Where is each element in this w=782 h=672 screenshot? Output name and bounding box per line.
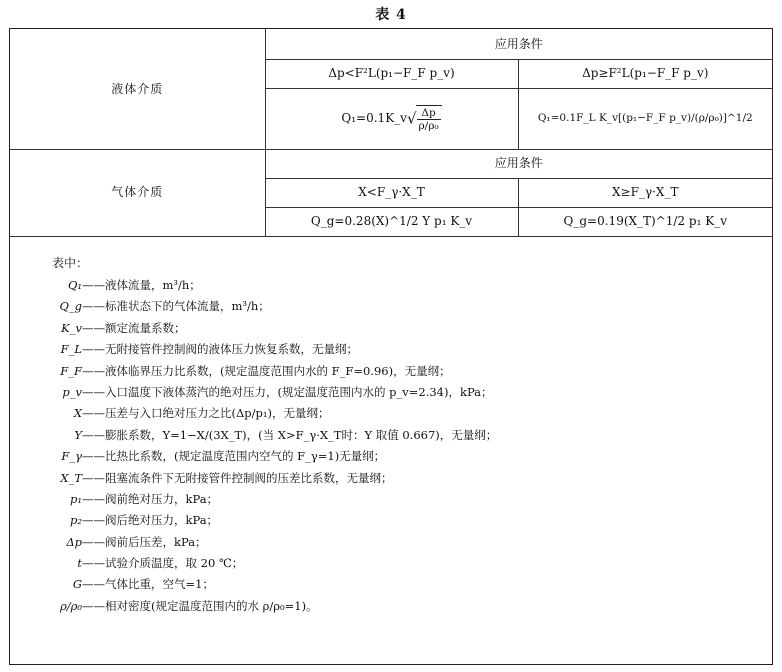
note-text: ——气体比重，空气=1；	[82, 577, 214, 592]
note-row	[50, 361, 750, 382]
note-symbol: Q_g	[59, 299, 82, 314]
gas-formula-right: Q_g=0.19(X_T)^1/2 p₁ K_v	[518, 207, 772, 236]
gas-condition-right: X≥F_γ·X_T	[518, 178, 772, 207]
note-text: ——试验介质温度，取 20 ℃；	[82, 556, 244, 571]
liquid-formula-left-prefix: Q₁=0.1K_v	[341, 111, 407, 125]
note-row	[50, 425, 750, 446]
note-text: ——额定流量系数；	[82, 320, 186, 335]
note-row	[50, 296, 750, 317]
table-caption: 表 4	[375, 7, 407, 23]
note-symbol: F_γ	[61, 449, 82, 464]
note-row	[50, 532, 750, 553]
liquid-formula-left	[265, 88, 518, 149]
note-text: ——阀前后压差，kPa；	[82, 534, 207, 549]
note-text: ——阻塞流条件下无附接管件控制阀的压差比系数，无量纲；	[82, 470, 393, 485]
note-symbol: p₂	[70, 513, 82, 528]
sqrt-body	[416, 105, 442, 132]
note-symbol: p₁	[70, 491, 82, 506]
note-row	[50, 596, 750, 617]
note-text: ——阀后绝对压力，kPa；	[82, 513, 219, 528]
note-text: ——比热比系数，(规定温度范围内空气的 F_γ=1)无量纲；	[82, 449, 386, 464]
note-text: ——膨胀系数，Y=1−X/(3X_T)，(当 X>F_γ·X_T时：Y 取值 0.667)，无量纲；	[82, 427, 498, 442]
note-symbol: K_v	[61, 320, 82, 335]
note-row	[50, 489, 750, 510]
note-text: ——相对密度(规定温度范围内的水 ρ/ρ₀=1)。	[82, 598, 318, 613]
fraction-numerator: Δp	[417, 107, 441, 120]
sqrt-symbol: √	[406, 109, 417, 128]
note-symbol: Q₁	[67, 278, 82, 292]
flow-formula-table	[10, 29, 772, 237]
liquid-condition-right: Δp≥F²L(p₁−F_F p_v)	[518, 59, 772, 88]
gas-condition-header: 应用条件	[265, 149, 772, 178]
note-row	[50, 510, 750, 531]
note-symbol: p_v	[62, 384, 82, 399]
note-row	[50, 446, 750, 467]
notes-list	[50, 275, 750, 617]
gas-medium-cell: 气体介质	[10, 149, 265, 236]
gas-formula-left: Q_g=0.28(X)^1/2 Y p₁ K_v	[265, 207, 518, 236]
note-text: ——标准状态下的气体流量，m³/h；	[82, 299, 270, 314]
note-row	[50, 403, 750, 424]
note-row	[50, 382, 750, 403]
fraction-denominator: ρ/ρ₀	[418, 120, 439, 132]
note-symbol: Δp	[66, 534, 82, 549]
note-text: ——阀前绝对压力，kPa；	[82, 491, 219, 506]
note-symbol: F_F	[60, 363, 82, 378]
note-text: ——压差与入口绝对压力之比(Δp/p₁)，无量纲；	[82, 406, 330, 421]
note-row	[50, 553, 750, 574]
note-symbol: Y	[74, 427, 82, 442]
note-row	[50, 318, 750, 339]
note-text: ——无附接管件控制阀的液体压力恢复系数，无量纲；	[82, 342, 358, 357]
note-row	[50, 339, 750, 360]
liquid-formula-fraction	[417, 107, 441, 132]
note-text: ——液体流量，m³/h；	[82, 278, 201, 292]
note-symbol: t	[77, 556, 82, 571]
notes-heading: 表中：	[52, 256, 89, 270]
note-symbol: F_L	[60, 342, 82, 357]
liquid-condition-header: 应用条件	[265, 29, 772, 59]
note-text: ——入口温度下液体蒸汽的绝对压力，(规定温度范围内水的 p_v=2.34)，kPa；	[82, 384, 493, 399]
note-text: ——液体临界压力比系数，(规定温度范围内水的 F_F=0.96)，无量纲；	[82, 363, 451, 378]
liquid-formula-right: Q₁=0.1F_L K_v[(p₁−F_F p_v)/(ρ/ρ₀)]^1/2	[518, 88, 772, 149]
note-symbol: G	[72, 577, 82, 592]
liquid-medium-cell: 液体介质	[10, 29, 265, 149]
gas-condition-left: X<F_γ·X_T	[265, 178, 518, 207]
symbol-notes	[50, 251, 750, 617]
liquid-condition-left: Δp<F²L(p₁−F_F p_v)	[265, 59, 518, 88]
note-row	[50, 275, 750, 296]
table-frame	[9, 28, 773, 665]
note-row	[50, 468, 750, 489]
note-symbol: X	[73, 406, 82, 421]
note-symbol: ρ/ρ₀	[59, 598, 82, 613]
note-row	[50, 574, 750, 595]
note-symbol: X_T	[60, 470, 82, 485]
